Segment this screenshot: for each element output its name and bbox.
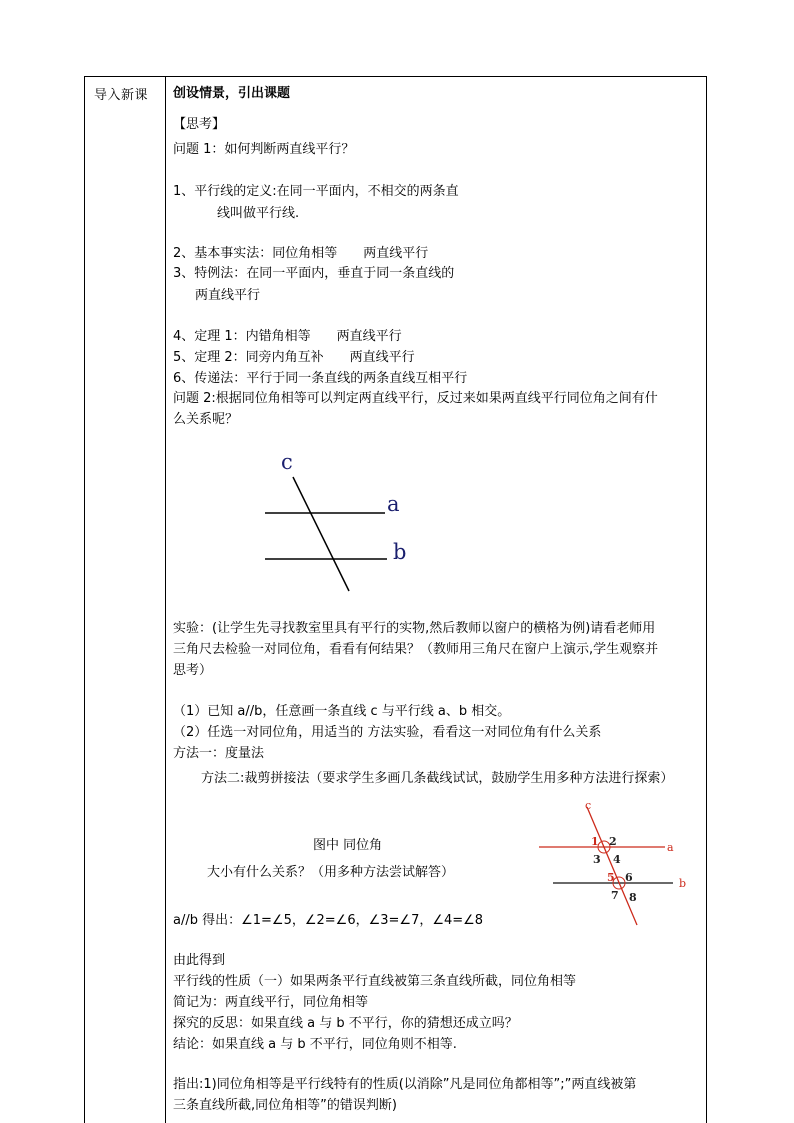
intro-heading: 创设情景，引出课题 — [173, 86, 291, 101]
angle-equalities: a//b 得出：∠1=∠5，∠2=∠6，∠3=∠7，∠4=∠8 — [173, 913, 484, 928]
lesson-table — [84, 76, 707, 1123]
note-1: 指出:1)同位角相等是平行线特有的性质(以消除”凡是同位角都相等”;”两直线被第 — [173, 1077, 637, 1092]
method-6: 6、传递法：平行于同一条直线的两条直线互相平行 — [173, 371, 468, 386]
figure-caption: 图中 同位角 — [313, 838, 383, 853]
experiment-2: 三角尺去检验一对同位角，看看有何结果？（教师用三角尺在窗户上演示,学生观察并 — [173, 642, 659, 657]
think-heading: 【思考】 — [173, 117, 226, 132]
angle-8: 8 — [629, 891, 637, 904]
property-statement: 平行线的性质（一）如果两条平行直线被第三条直线所截，同位角相等 — [173, 974, 577, 989]
section-label-cell — [85, 77, 166, 1123]
angle-6: 6 — [625, 871, 633, 884]
method-5: 5、定理 2：同旁内角互补 两直线平行 — [173, 350, 415, 365]
question-1: 问题 1：如何判断两直线平行？ — [173, 142, 355, 157]
content-cell — [173, 77, 703, 1123]
angle-5: 5 — [607, 871, 615, 884]
angle-4: 4 — [613, 853, 621, 866]
conclusion-intro: 由此得到 — [173, 953, 226, 968]
reflection-conclusion: 结论：如果直线 a 与 b 不平行，同位角则不相等. — [173, 1037, 457, 1052]
question-2: 问题 2:根据同位角相等可以判定两直线平行，反过来如果两直线平行同位角之间有什 — [173, 391, 658, 406]
parallel-lines-figure — [265, 449, 425, 599]
fig2-label-c: c — [585, 801, 592, 812]
method-2: 2、基本事实法：同位角相等 两直线平行 — [173, 246, 429, 261]
line-c — [293, 477, 349, 591]
label-c: c — [281, 450, 293, 474]
fig2-label-b: b — [679, 877, 687, 890]
method-3: 3、特例法：在同一平面内，垂直于同一条直线的 — [173, 266, 455, 281]
section-label: 导入新课 — [94, 88, 149, 103]
angle-1: 1 — [591, 835, 599, 848]
experiment-3: 思考） — [173, 663, 213, 678]
method-1-cont: 线叫做平行线. — [217, 206, 300, 221]
method-1: 1、平行线的定义:在同一平面内，不相交的两条直 — [173, 184, 459, 199]
fig2-label-a: a — [667, 841, 674, 854]
red-line-c — [587, 807, 637, 925]
question-2-cont: 么关系呢？ — [173, 412, 239, 427]
reflection-question: 探究的反思：如果直线 a 与 b 不平行，你的猜想还成立吗？ — [173, 1016, 518, 1031]
figure-question: 大小有什么关系？（用多种方法尝试解答） — [207, 865, 455, 880]
approach-2: 方法二:裁剪拼接法（要求学生多画几条截线试试，鼓励学生用多种方法进行探索） — [201, 771, 674, 786]
note-1-cont: 三条直线所截,同位角相等”的错误判断) — [173, 1098, 397, 1113]
angle-7: 7 — [611, 889, 619, 902]
method-3-cont: 两直线平行 — [195, 288, 261, 303]
label-a: a — [387, 492, 400, 516]
step-1: （1）已知 a//b，任意画一条直线 c 与平行线 a、b 相交。 — [173, 704, 511, 719]
experiment-1: 实验：(让学生先寻找教室里具有平行的实物,然后教师以窗户的横格为例)请看老师用 — [173, 621, 656, 636]
property-short: 简记为：两直线平行，同位角相等 — [173, 995, 369, 1010]
method-4: 4、定理 1：内错角相等 两直线平行 — [173, 329, 402, 344]
step-2: （2）任选一对同位角，用适当的 方法实验，看看这一对同位角有什么关系 — [173, 725, 602, 740]
approach-1: 方法一：度量法 — [173, 746, 265, 761]
label-b: b — [393, 540, 407, 564]
corresponding-angles-figure — [537, 801, 707, 929]
angle-2: 2 — [609, 835, 617, 848]
angle-3: 3 — [593, 853, 601, 866]
